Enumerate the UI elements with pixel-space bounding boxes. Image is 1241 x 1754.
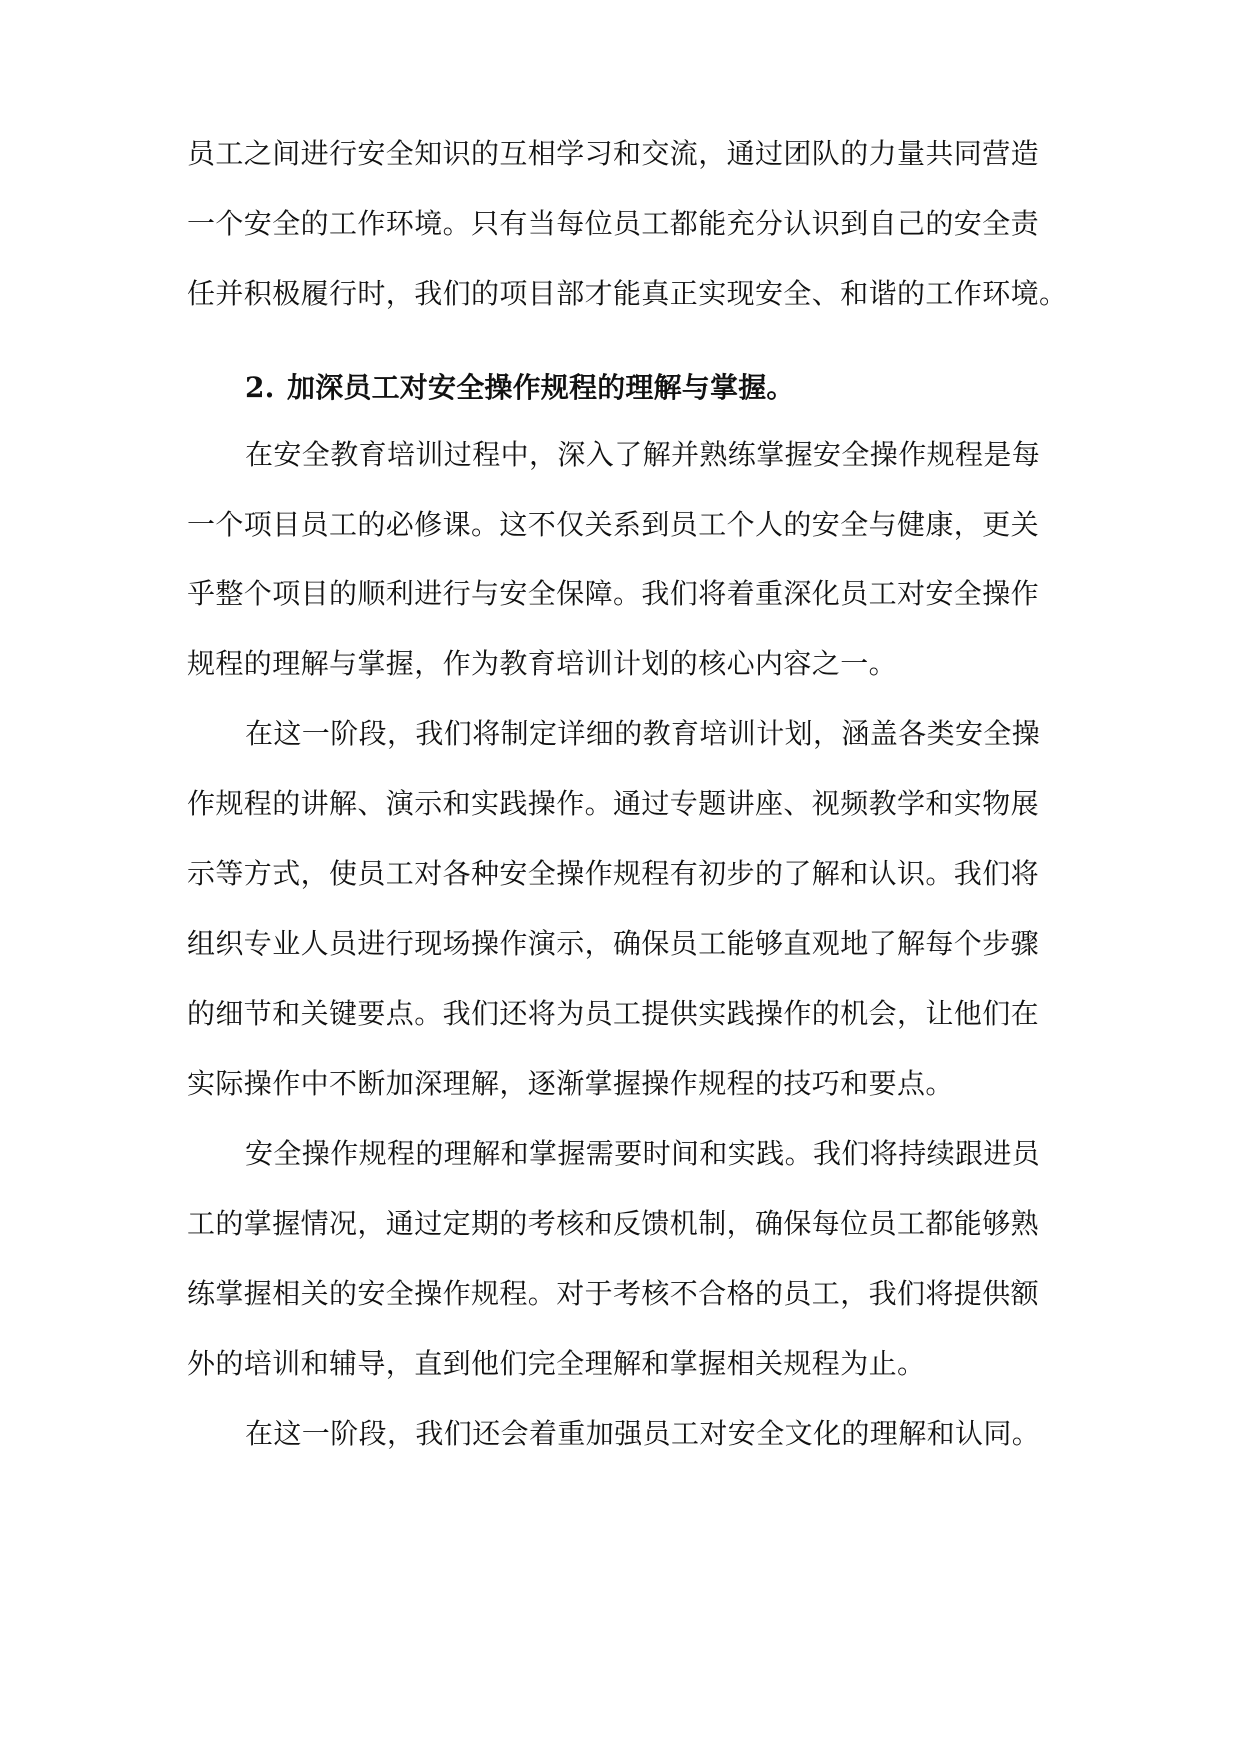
section-heading-text: 加深员工对安全操作规程的理解与掌握。	[287, 371, 795, 404]
paragraph-line: 在这一阶段，我们将制定详细的教育培训计划，涵盖各类安全操	[245, 717, 1041, 750]
paragraph-line: 作规程的讲解、演示和实践操作。通过专题讲座、视频教学和实物展	[187, 787, 1040, 820]
section-heading	[245, 366, 1067, 410]
paragraph-line: 的细节和关键要点。我们还将为员工提供实践操作的机会，让他们在	[187, 997, 1040, 1030]
paragraph-line: 实际操作中不断加深理解，逐渐掌握操作规程的技巧和要点。	[187, 1067, 954, 1100]
paragraph-line: 规程的理解与掌握，作为教育培训计划的核心内容之一。	[187, 647, 898, 680]
paragraph-line: 一个安全的工作环境。只有当每位员工都能充分认识到自己的安全责	[187, 207, 1040, 240]
paragraph-line: 在这一阶段，我们还会着重加强员工对安全文化的理解和认同。	[245, 1417, 1041, 1450]
paragraph-line: 员工之间进行安全知识的互相学习和交流，通过团队的力量共同营造	[187, 137, 1040, 170]
section-number: 2.	[245, 371, 275, 404]
paragraph-line: 外的培训和辅导，直到他们完全理解和掌握相关规程为止。	[187, 1347, 926, 1380]
paragraph-line: 安全操作规程的理解和掌握需要时间和实践。我们将持续跟进员	[245, 1137, 1041, 1170]
paragraph-line: 任并积极履行时，我们的项目部才能真正实现安全、和谐的工作环境。	[187, 277, 1068, 310]
paragraph-line: 一个项目员工的必修课。这不仅关系到员工个人的安全与健康，更关	[187, 508, 1040, 541]
paragraph-line: 示等方式，使员工对各种安全操作规程有初步的了解和认识。我们将	[187, 857, 1040, 890]
paragraph-line: 练掌握相关的安全操作规程。对于考核不合格的员工，我们将提供额	[187, 1277, 1040, 1310]
paragraph-line: 在安全教育培训过程中，深入了解并熟练掌握安全操作规程是每	[245, 438, 1041, 471]
paragraph-line: 工的掌握情况，通过定期的考核和反馈机制，确保每位员工都能够熟	[187, 1207, 1040, 1240]
paragraph-line: 组织专业人员进行现场操作演示，确保员工能够直观地了解每个步骤	[187, 927, 1040, 960]
paragraph-line: 乎整个项目的顺利进行与安全保障。我们将着重深化员工对安全操作	[187, 577, 1040, 610]
